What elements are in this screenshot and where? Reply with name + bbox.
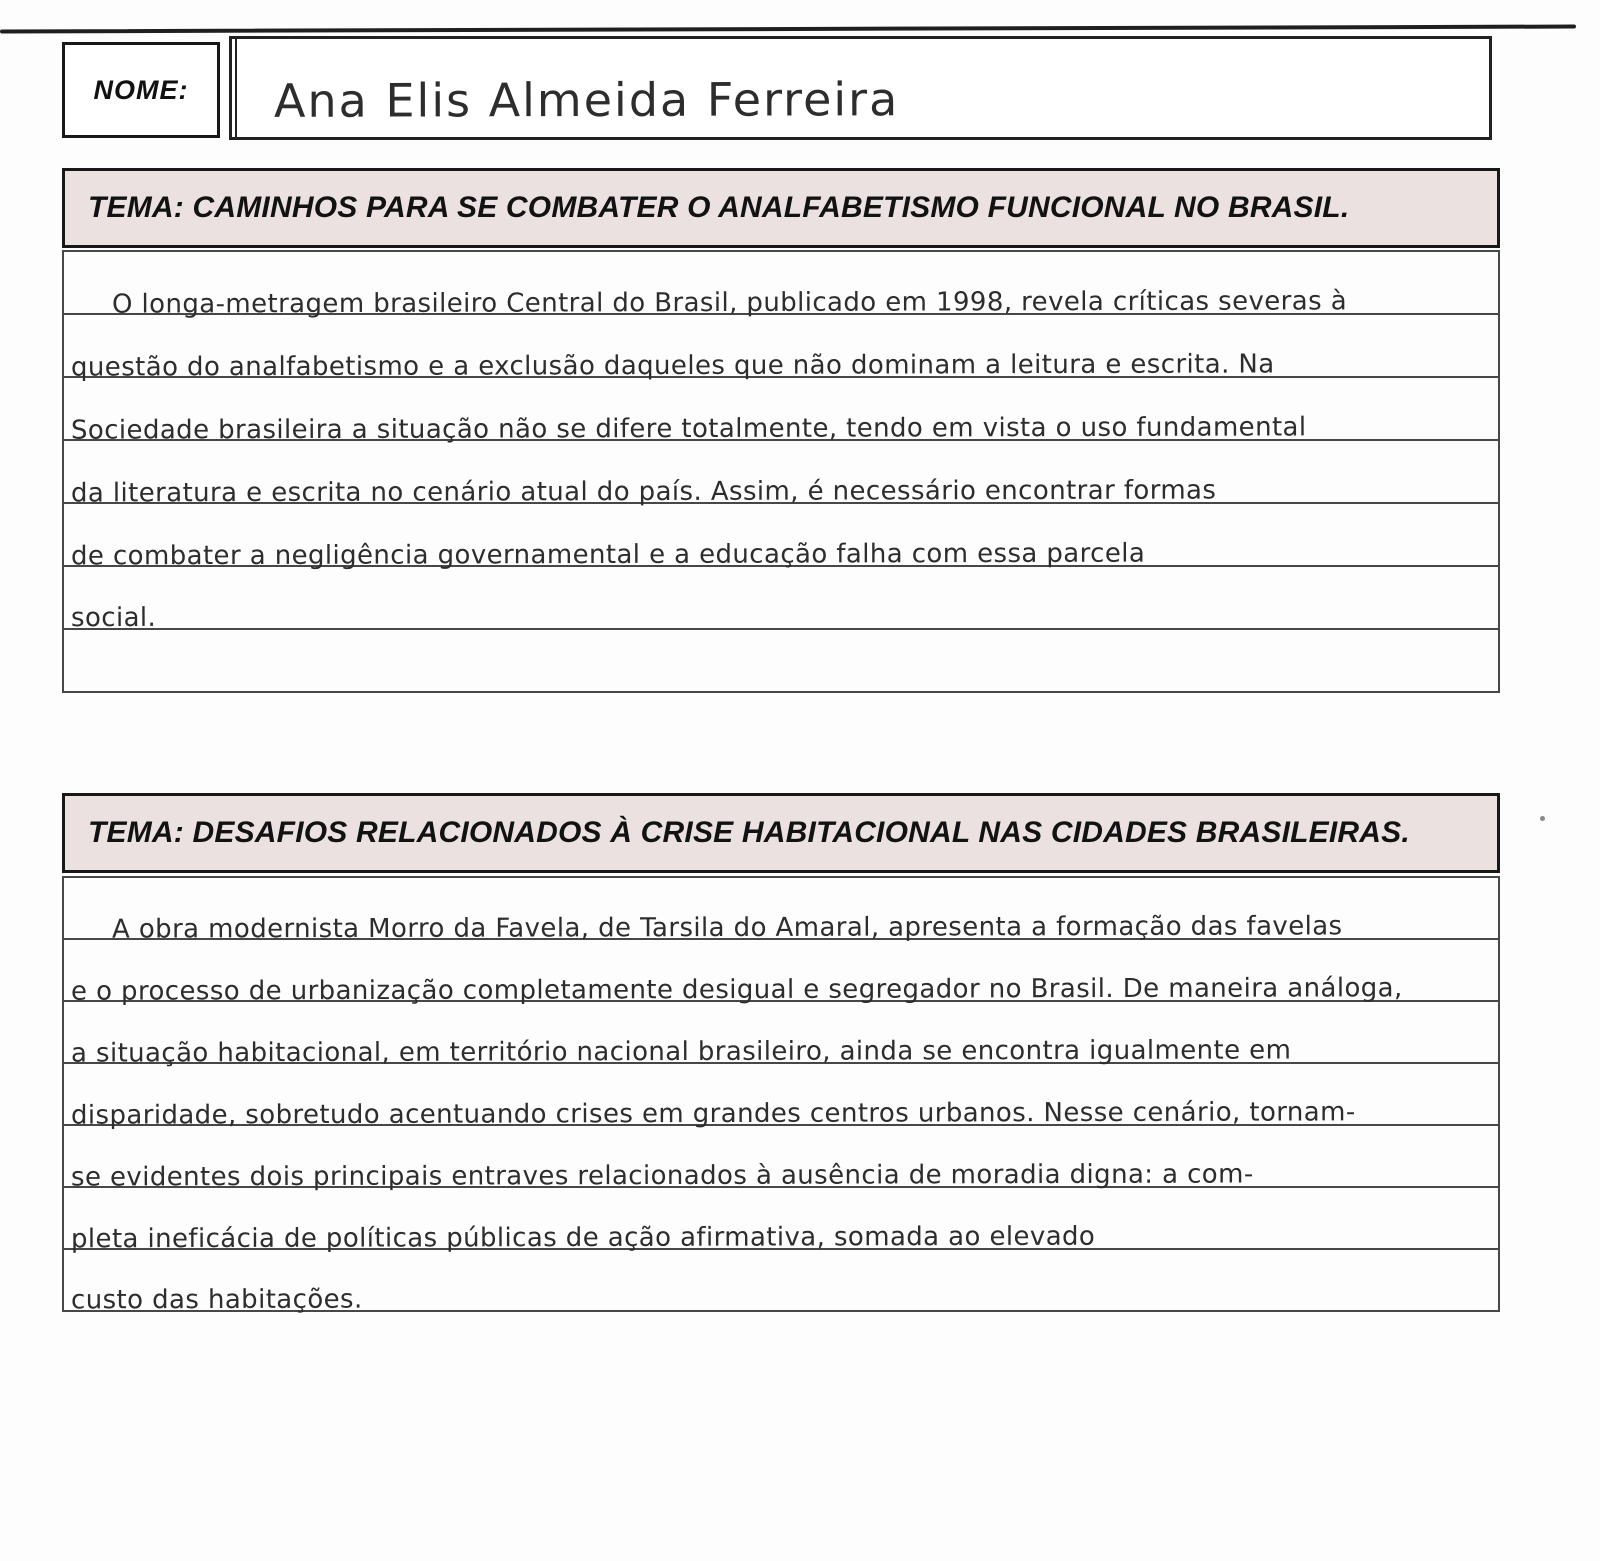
answer-line <box>62 502 1500 572</box>
answer-line <box>62 250 1500 320</box>
answer-block-1 <box>62 252 1500 693</box>
answer-line <box>62 1186 1500 1255</box>
answer-line <box>62 376 1500 446</box>
answer-line <box>62 1124 1500 1193</box>
handwritten-text: A obra modernista Morro da Favela, de Tarsila do Amaral, apresenta a formação das favelas <box>111 911 1343 945</box>
handwritten-text: a situação habitacional, em território nacional brasileiro, ainda se encontra igualmente em <box>70 1035 1292 1069</box>
theme-title-2: TEMA: DESAFIOS RELACIONADOS À CRISE HABITACIONAL NAS CIDADES BRASILEIRAS. <box>88 816 1410 849</box>
answer-line <box>62 1248 1500 1316</box>
handwritten-text: pleta ineficácia de políticas públicas de ação afirmativa, somada ao elevado <box>70 1221 1096 1255</box>
answer-line-empty <box>62 628 1500 693</box>
handwritten-text: questão do analfabetismo e a exclusão daqueles que não dominam a leitura e escrita. Na <box>70 349 1275 383</box>
scan-artifact-line <box>0 25 1576 34</box>
handwritten-text: O longa-metragem brasileiro Central do Brasil, publicado em 1998, revela críticas severas à <box>111 286 1348 320</box>
handwritten-text: de combater a negligência governamental e a educação falha com essa parcela <box>70 538 1146 572</box>
handwritten-text: custo das habitações. <box>70 1284 363 1316</box>
answer-line <box>62 876 1500 945</box>
name-field <box>229 36 1492 140</box>
answer-line <box>62 313 1500 383</box>
scan-artifact-dot <box>1540 816 1545 821</box>
answer-line <box>62 1000 1500 1069</box>
name-label-box <box>62 42 220 138</box>
theme-header-2 <box>62 793 1500 873</box>
handwritten-text: e o processo de urbanização completamente desigual e segregador no Brasil. De maneira análoga, <box>70 973 1403 1007</box>
handwritten-text: disparidade, sobretudo acentuando crises em grandes centros urbanos. Nesse cenário, tornam- <box>70 1097 1356 1131</box>
answer-line <box>62 565 1500 634</box>
answer-block-2 <box>62 878 1500 1316</box>
theme-header-1 <box>62 168 1500 248</box>
handwritten-text: social. <box>70 602 157 634</box>
answer-line <box>62 1062 1500 1131</box>
handwritten-text: da literatura e escrita no cenário atual do país. Assim, é necessário encontrar formas <box>70 475 1217 509</box>
handwritten-text: se evidentes dois principais entraves relacionados à ausência de moradia digna: a com- <box>70 1159 1254 1193</box>
answer-line <box>62 439 1500 509</box>
theme-title-1: TEMA: CAMINHOS PARA SE COMBATER O ANALFABETISMO FUNCIONAL NO BRASIL. <box>88 191 1350 224</box>
handwritten-name: Ana Elis Almeida Ferreira <box>273 72 900 128</box>
name-label: NOME: <box>93 74 189 105</box>
handwritten-text: Sociedade brasileira a situação não se difere totalmente, tendo em vista o uso fundamental <box>70 412 1307 446</box>
answer-line <box>62 938 1500 1007</box>
